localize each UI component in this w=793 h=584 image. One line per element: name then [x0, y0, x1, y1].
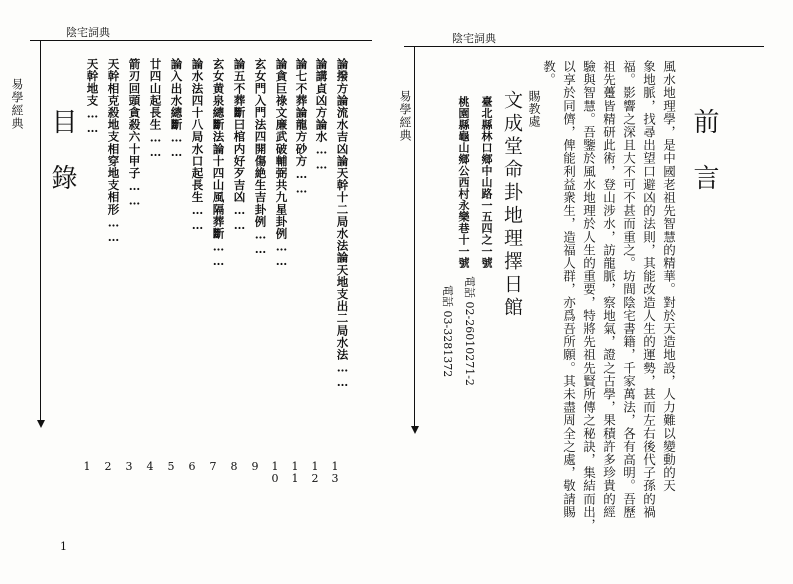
toc-page-1: 1 — [83, 460, 91, 473]
left-rule-arrow — [37, 420, 45, 428]
left-page-number: 1 — [60, 540, 67, 553]
preface-line-6: 以享於同儕，俾能利益衆生，造福人群，亦爲吾所願。其未盡周全之處，敬請賜 — [561, 60, 577, 519]
toc-entry-6: 論水法四十八局水口起長生…… — [190, 58, 205, 233]
preface-line-2: 象地脈，找尋出望口避凶的法則，其能改造人生的運勢，甚而左右後代子孫的禍 — [641, 60, 657, 519]
toc-entry-7: 玄女黄泉總斷法論十四山風隔葬斷…… — [211, 58, 226, 269]
preface-heading: 前 言 — [689, 108, 719, 190]
toc-page-10: 1 0 — [271, 460, 279, 485]
toc-page-12: 1 2 — [311, 460, 319, 485]
toc-entry-10: 論貪巨祿文廉武破輔弼共九星卦例…… — [274, 58, 289, 269]
publisher-phone-1: 電話 02-26010271-2 — [463, 276, 476, 386]
toc-entry-8: 論五不葬斷曰棺内好歹吉凶…… — [232, 58, 247, 233]
toc-entry-1: 天幹地支…… — [85, 58, 100, 136]
toc-page-3: 3 — [125, 460, 133, 473]
right-header-rule — [404, 46, 764, 47]
left-header-rule — [30, 40, 372, 41]
toc-page-5: 5 — [167, 460, 175, 473]
preface-line-7: 教。 — [541, 60, 557, 87]
toc-entry-13: 論撥方論流水吉凶論天幹十二局水法論天地支出二局水法…… — [335, 58, 350, 390]
toc-entry-12: 論講貞凶方論水…… — [314, 58, 329, 172]
toc-page-6: 6 — [188, 460, 196, 473]
book-title-left: 陰宅詞典 — [66, 26, 110, 39]
left-page — [0, 0, 396, 584]
toc-entry-4: 廿四山起長生…… — [148, 58, 163, 160]
publisher-address-2: 桃園縣龜山鄉公西村永樂巷十一號 — [457, 96, 470, 269]
toc-page-13: 1 3 — [331, 460, 339, 485]
toc-entry-2: 天幹相克殺地支相穿地支相形…… — [106, 58, 121, 245]
publisher-address-1: 臺北縣林口鄉中山路一五四之一號 — [480, 96, 493, 269]
toc-entry-11: 論七不葬論龍方砂方…… — [294, 58, 309, 197]
publisher-phone-2: 電話 03-3281372 — [441, 285, 454, 378]
toc-page-9: 9 — [251, 460, 259, 473]
toc-page-7: 7 — [209, 460, 217, 473]
left-vertical-rule — [40, 40, 41, 422]
preface-line-4: 祖先躉皆精研此術，登山涉水，訪龍脈，察地氣，證之古學，果積許多珍貴的經 — [601, 60, 617, 519]
signature-label: 賜教處 — [527, 90, 541, 128]
right-vertical-rule — [414, 46, 415, 428]
publisher-name: 文成堂命卦地理擇日館 — [501, 90, 523, 320]
toc-entry-9: 玄女門入門法四開傷絶生吉卦例…… — [253, 58, 268, 257]
right-page — [396, 0, 793, 584]
series-label-left: 易學經典 — [10, 78, 24, 130]
toc-page-2: 2 — [104, 460, 112, 473]
book-title-right: 陰宅詞典 — [452, 32, 496, 45]
toc-entry-3: 箭刃回頭貪殺六十甲子…… — [127, 58, 142, 209]
preface-line-3: 福。影響之深且大不可不甚而重之。坊間陰宅書籍，千家萬法，各有高明。吾歷 — [621, 60, 637, 519]
toc-page-4: 4 — [146, 460, 154, 473]
toc-heading: 目 錄 — [47, 108, 77, 190]
series-label-right: 易學經典 — [398, 90, 412, 142]
toc-entry-5: 論入出水總斷…… — [169, 58, 184, 160]
right-rule-arrow — [411, 426, 419, 434]
preface-line-5: 驗與智慧。吾鑒於風水地理於人生的重要，特將先祖先賢所傳之秘訣，集結而出， — [581, 60, 597, 532]
toc-page-11: 1 1 — [291, 460, 299, 485]
toc-page-8: 8 — [230, 460, 238, 473]
preface-line-1: 風水地理學，是中國老祖先智慧的精華。對於天造地設，人力難以變動的天 — [661, 60, 677, 493]
